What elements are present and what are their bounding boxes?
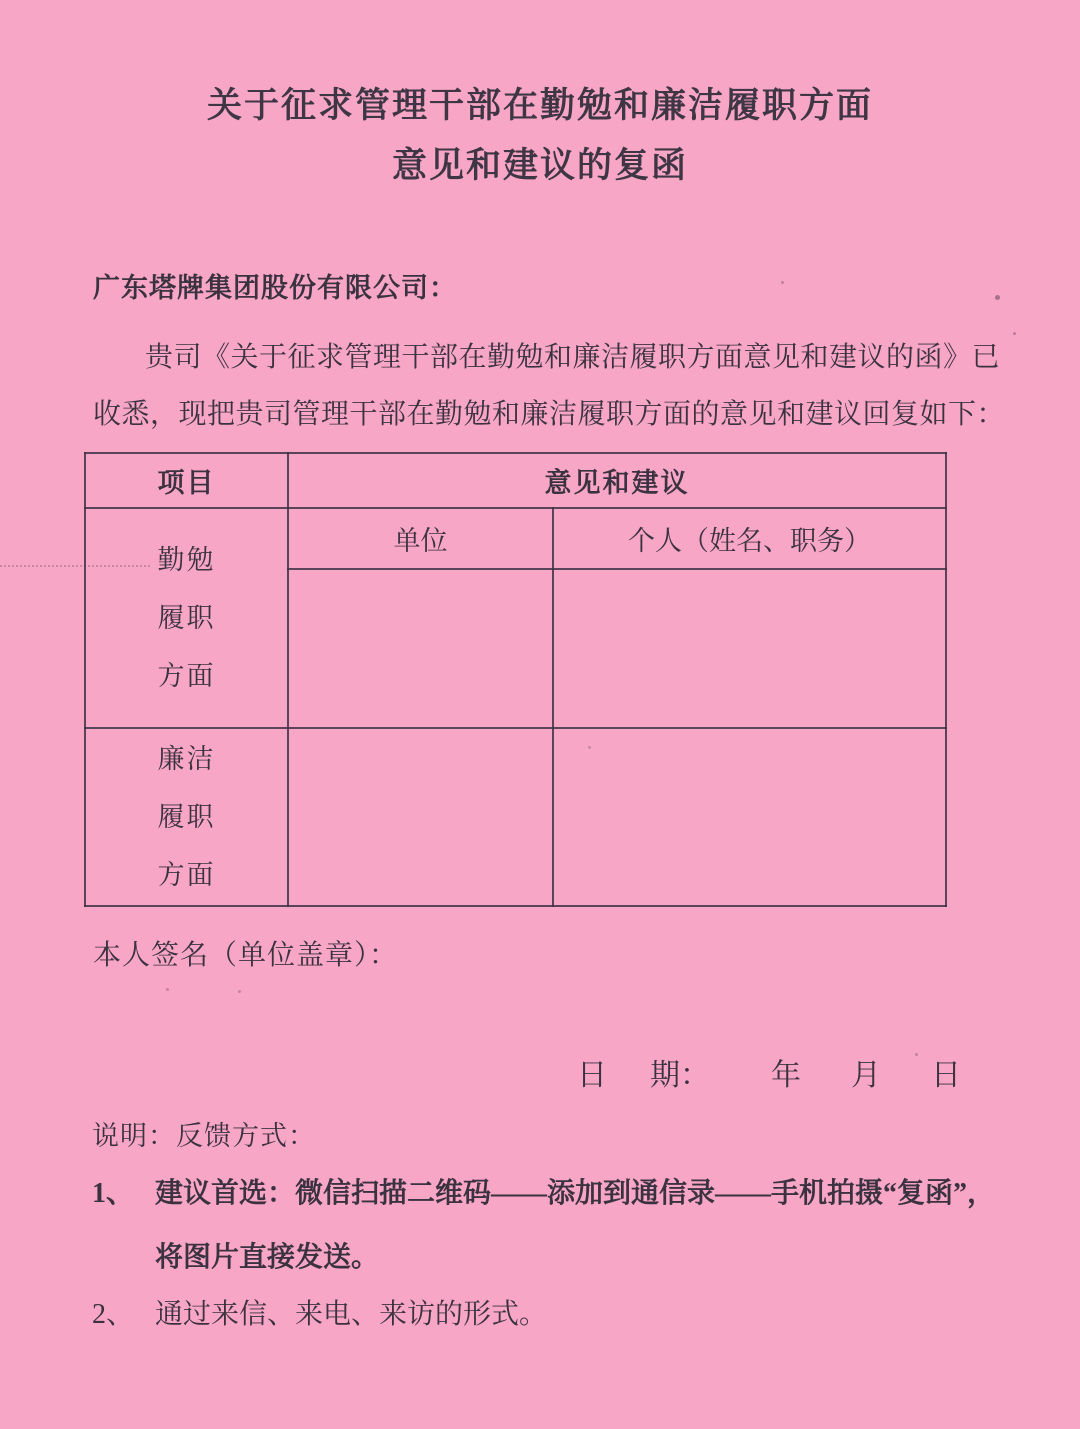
diligence-unit-value-cell [288,569,553,728]
date-year-label: 年 [771,1059,801,1092]
stub-cell-diligence [85,508,288,728]
date-line [0,1050,1080,1090]
header-cell-project: 项目 [85,453,288,508]
integrity-row [85,728,946,906]
header-cell-opinions: 意见和建议 [288,453,946,508]
diligence-person-value-cell [553,569,946,728]
table-subheader-row [85,508,946,569]
body-line1: 贵司《关于征求管理干部在勤勉和廉洁履职方面意见和建议的函》已 [145,342,1001,373]
note-item-1-text-line2: 将图片直接发送。 [155,1242,380,1273]
note-item-2-text: 通过来信、来电、来访的形式。 [155,1299,548,1330]
date-month-label: 月 [851,1059,881,1092]
notes-heading: 说明：反馈方式： [92,1121,316,1151]
stub-integrity-line3: 方面 [157,860,216,890]
integrity-person-value-cell [553,728,946,906]
stub-cell-integrity [85,728,288,906]
note-item-1-number: 1、 [92,1178,135,1209]
note-item-2-number: 2、 [92,1299,135,1330]
note-item-1-text-line1: 建议首选：微信扫描二维码——添加到通信录——手机拍摄“复函”， [155,1178,996,1209]
stub-integrity-line1: 廉洁 [157,744,216,774]
stub-integrity-line2: 履职 [157,802,216,832]
stub-diligence-line2: 履职 [157,603,216,633]
document-title-line1: 关于征求管理干部在勤勉和廉洁履职方面 [206,86,873,125]
stub-diligence-line1: 勤勉 [157,545,216,575]
subheader-cell-person: 个人（姓名、职务） [553,508,946,569]
date-label-ri: 日 [577,1059,607,1092]
integrity-unit-value-cell [288,728,553,906]
date-label-qi: 期： [650,1059,710,1092]
document-title-line2: 意见和建议的复函 [391,146,688,185]
table-header-row [85,453,946,508]
feedback-table [84,452,947,907]
date-day-label: 日 [931,1059,961,1092]
addressee: 广东塔牌集团股份有限公司： [93,273,457,303]
scan-noise-specks [0,0,3,3]
document-title [0,76,1080,196]
body-paragraph [93,329,1006,443]
signature-label: 本人签名（单位盖章）： [93,940,399,971]
stub-diligence-line3: 方面 [157,661,216,691]
body-line2: 收悉，现把贵司管理干部在勤勉和廉洁履职方面的意见和建议回复如下： [93,399,1006,430]
subheader-cell-unit: 单位 [288,508,553,569]
